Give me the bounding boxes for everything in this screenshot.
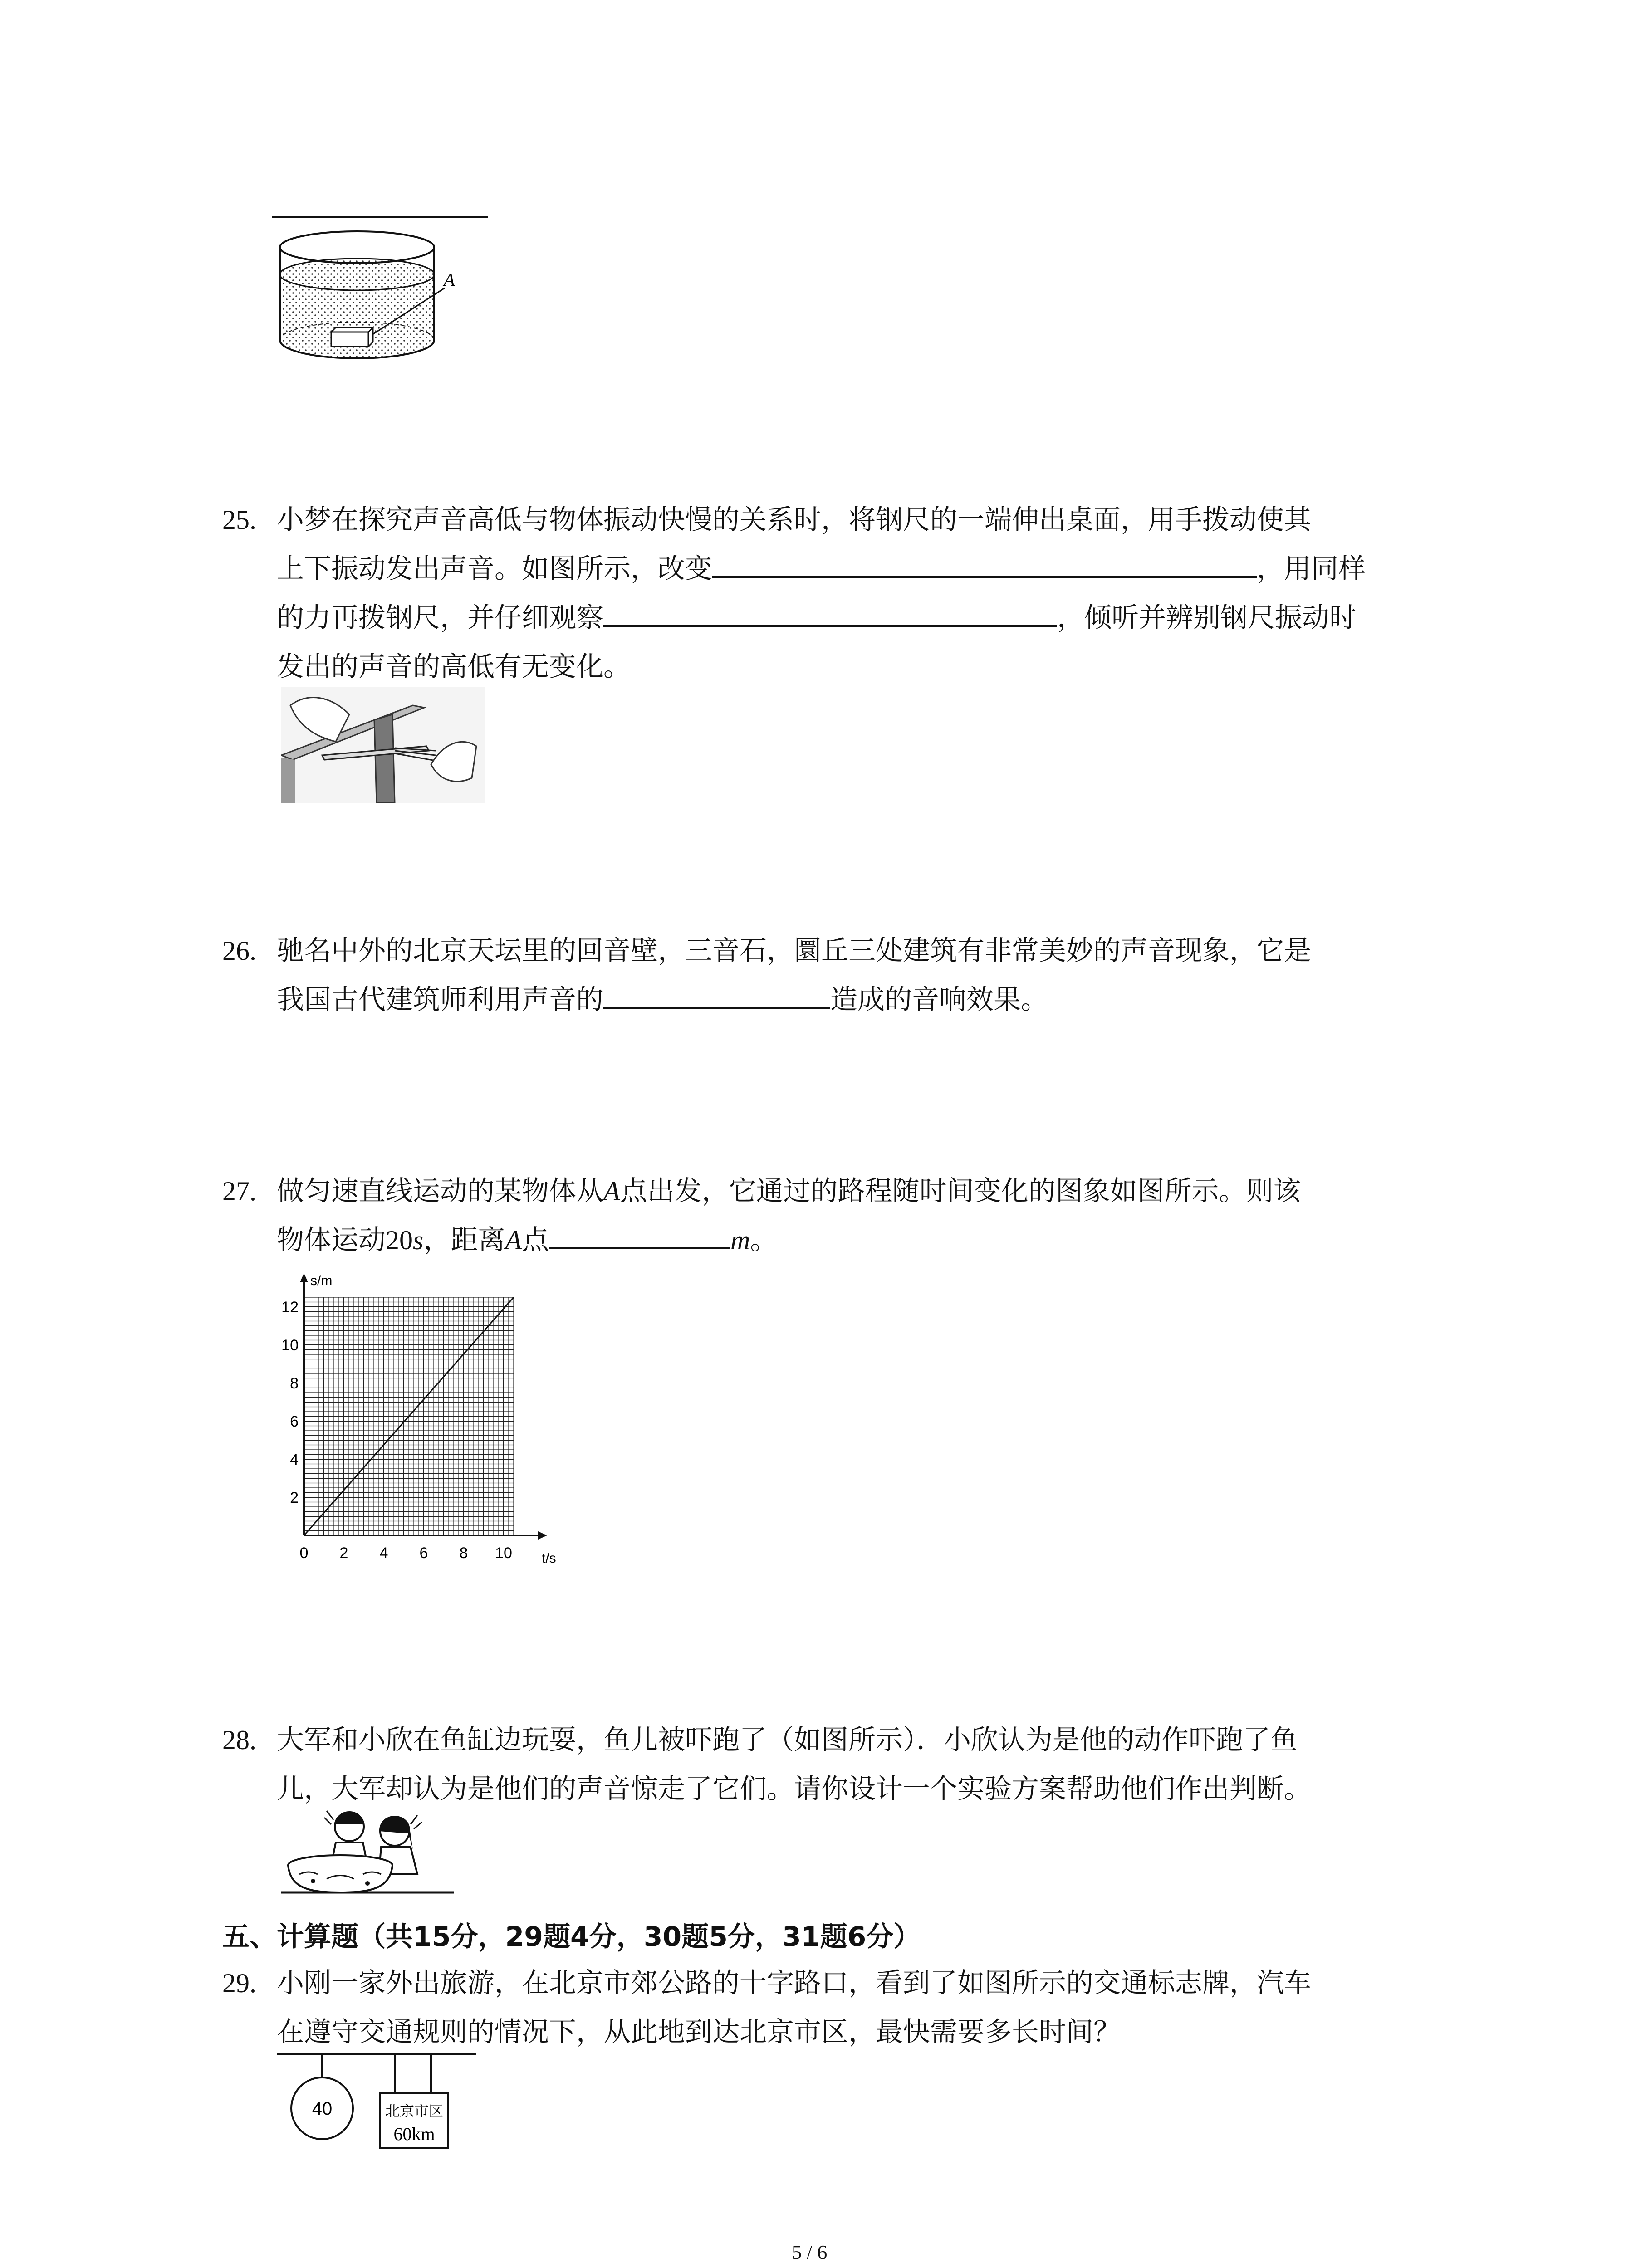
y-tick-label: 10	[281, 1337, 299, 1354]
answer-blank[interactable]	[603, 598, 1057, 627]
question-text: 小刚一家外出旅游，在北京市郊公路的十字路口，看到了如图所示的交通标志牌，汽车	[277, 1967, 1311, 1999]
question-text: ，距离	[423, 1224, 505, 1256]
time-value: 20	[386, 1225, 413, 1255]
y-tick-label: 2	[290, 1489, 299, 1506]
question-text: 驰名中外的北京天坛里的回音壁，三音石，圜丘三处建筑有非常美妙的声音现象，它是	[277, 935, 1311, 967]
y-tick-label: 4	[290, 1451, 299, 1468]
question-text: 我国古代建筑师利用声音的	[277, 984, 603, 1016]
question-text: 儿，大军却认为是他们的声音惊走了它们。请你设计一个实验方案帮助他们作出判断。	[277, 1773, 1311, 1805]
question-25	[222, 495, 1493, 691]
time-unit: s	[413, 1225, 424, 1255]
question-number: 29.	[222, 1968, 256, 1998]
destination-label: 北京市区	[385, 2102, 444, 2120]
x-tick-label: 0	[299, 1545, 309, 1562]
page-number: 5 / 6	[792, 2241, 828, 2263]
y-tick-label: 12	[281, 1299, 299, 1316]
y-tick-label: 8	[290, 1375, 299, 1392]
question-text: ，用同样	[1257, 553, 1366, 585]
question-number: 28.	[222, 1725, 256, 1755]
var-a: A	[603, 1176, 620, 1206]
x-tick-label: 4	[379, 1545, 388, 1562]
y-axis-arrow	[300, 1273, 308, 1282]
question-26	[222, 926, 1493, 1024]
question-text: 上下振动发出声音。如图所示，改变	[277, 553, 712, 585]
fishbowl-figure	[281, 1806, 454, 1897]
distance-value: 60km	[393, 2124, 435, 2144]
question-text: ，倾听并辨别钢尺振动时	[1057, 602, 1357, 634]
section-title: 五、计算题（共15分，29题4分，30题5分，31题6分）	[222, 1921, 921, 1953]
question-text: 造成的音响效果。	[830, 984, 1048, 1016]
ruler-figure	[281, 687, 485, 803]
question-text: 小梦在探究声音高低与物体振动快慢的关系时，将钢尺的一端伸出桌面，用手拨动使其	[277, 504, 1311, 536]
question-text: 发出的声音的高低有无变化。	[277, 651, 631, 683]
question-text: 点	[522, 1224, 549, 1256]
x-tick-label: 10	[495, 1545, 512, 1562]
question-text: 做匀速直线运动的某物体从	[277, 1175, 603, 1207]
y-axis-label: s/m	[310, 1273, 333, 1288]
distance-unit: m	[730, 1225, 750, 1255]
question-text: 物体运动	[277, 1224, 386, 1256]
question-number: 25.	[222, 505, 256, 535]
fish-bowl	[288, 1855, 392, 1892]
question-28	[222, 1716, 1493, 1813]
question-text: 大军和小欣在鱼缸边玩耍，鱼儿被吓跑了（如图所示）．小欣认为是他的动作吓跑了鱼	[277, 1724, 1298, 1756]
question-text: 在遵守交通规则的情况下，从此地到达北京市区，最快需要多长时间？	[277, 2016, 1121, 2048]
container-figure	[272, 209, 499, 363]
answer-blank[interactable]	[712, 549, 1257, 578]
question-text: 。	[750, 1224, 778, 1256]
x-axis-arrow	[538, 1531, 547, 1540]
question-text: 的力再拨钢尺，并仔细观察	[277, 602, 603, 634]
x-tick-label: 2	[339, 1545, 348, 1562]
block-a	[331, 327, 373, 347]
traffic-sign	[277, 2050, 485, 2155]
speed-limit-value: 40	[312, 2099, 333, 2119]
answer-blank[interactable]	[603, 980, 830, 1009]
y-tick-label: 6	[290, 1413, 299, 1430]
var-a: A	[505, 1225, 522, 1255]
x-axis-label: t/s	[542, 1551, 556, 1566]
question-29	[222, 1959, 1493, 2057]
question-number: 26.	[222, 936, 256, 966]
x-tick-label: 8	[459, 1545, 468, 1562]
question-number: 27.	[222, 1176, 256, 1206]
table-leg	[374, 714, 395, 803]
x-tick-label: 6	[419, 1545, 428, 1562]
question-text: 点出发，它通过的路程随时间变化的图象如图所示。则该	[620, 1175, 1301, 1207]
label-a: A	[444, 269, 455, 290]
s-t-graph	[272, 1245, 581, 1581]
